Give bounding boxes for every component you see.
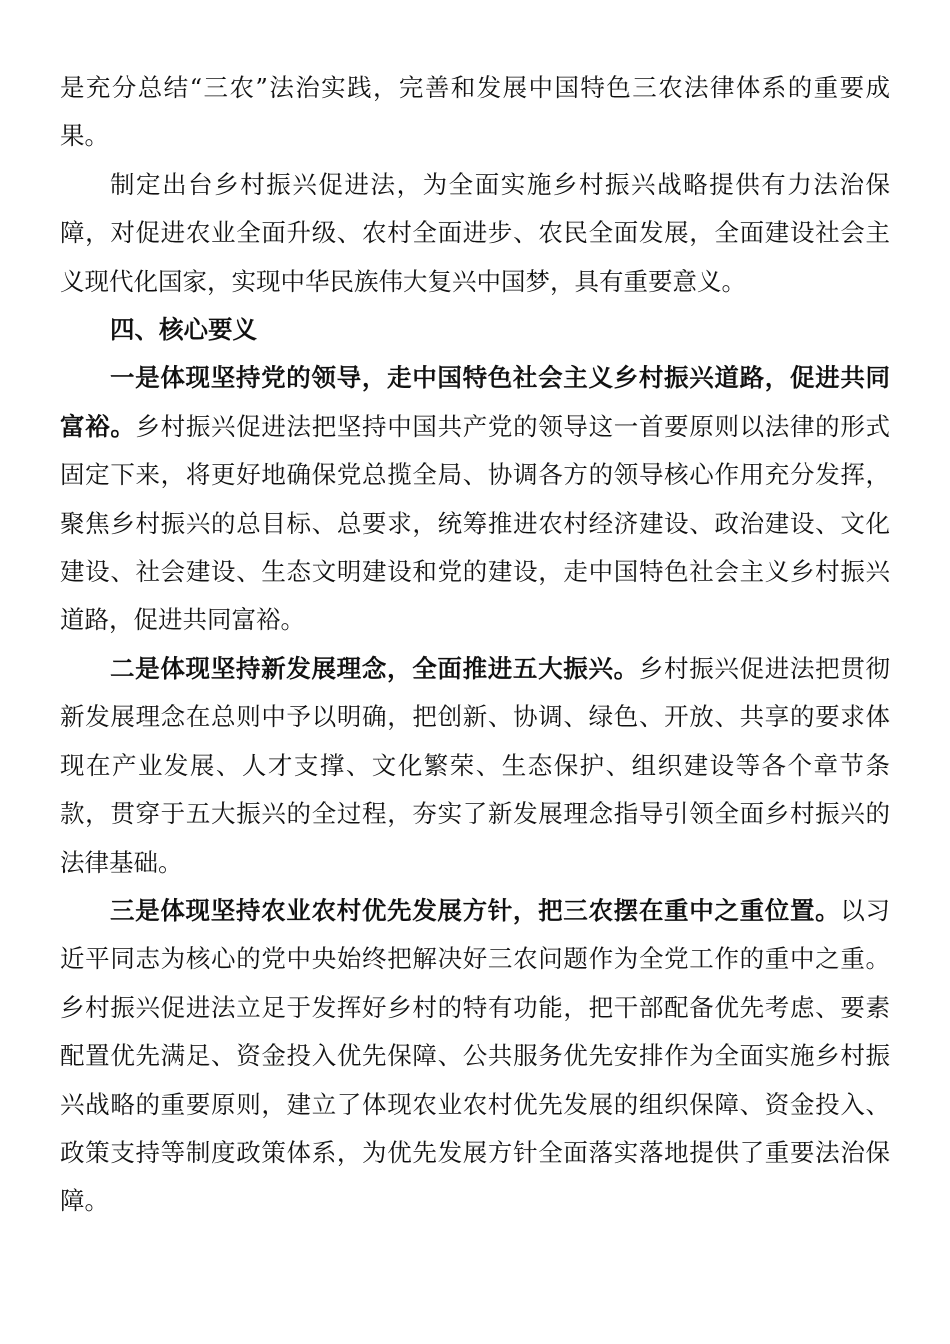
point-body-3: 以习近平同志为核心的党中央始终把解决好三农问题作为全党工作的重中之重。乡村振兴促进法立足于发挥好乡村的特有功能，把干部配备优先考虑、要素配置优先满足、资金投入优先保障、公共服务优先安排作为全面实施乡村振兴战略的重要原则，建立了体现农业农村优先发展的组织保障、资金投入、政策支持等制度政策体系，为优先发展方针全面落实落地提供了重要法治保障。 [60,895,891,1216]
point-paragraph-3 [60,887,890,1226]
point-lead-3: 三是体现坚持农业农村优先发展方针，把三农摆在重中之重位置。 [110,895,841,925]
paragraph-significance: 制定出台乡村振兴促进法，为全面实施乡村振兴战略提供有力法治保障，对促进农业全面升级、农村全面进步、农民全面发展，全面建设社会主义现代化国家，实现中华民族伟大复兴中国梦，具有重要意义。 [60,169,890,296]
point-body-2: 乡村振兴促进法把贯彻新发展理念在总则中予以明确，把创新、协调、绿色、开放、共享的要求体现在产业发展、人才支撑、文化繁荣、生态保护、组织建设等各个章节条款，贯穿于五大振兴的全过程，夯实了新发展理念指导引领全面乡村振兴的法律基础。 [60,653,891,877]
section-heading: 四、核心要义 [110,315,257,345]
point-body-1: 乡村振兴促进法把坚持中国共产党的领导这一首要原则以法律的形式固定下来，将更好地确保党总揽全局、协调各方的领导核心作用充分发挥，聚焦乡村振兴的总目标、总要求，统筹推进农村经济建设、政治建设、文化建设、社会建设、生态文明建设和党的建设，走中国特色社会主义乡村振兴道路，促进共同富裕。 [60,411,890,635]
point-paragraph-2 [60,645,890,887]
point-lead-2: 二是体现坚持新发展理念，全面推进五大振兴。 [110,653,639,683]
document-body [60,64,890,1226]
paragraph-continuation: 是充分总结“三农”法治实践，完善和发展中国特色三农法律体系的重要成果。 [60,73,890,151]
point-paragraph-1 [60,354,890,644]
point-lead-1: 一是体现坚持党的领导，走中国特色社会主义乡村振兴道路，促进共同富裕。 [60,363,890,441]
